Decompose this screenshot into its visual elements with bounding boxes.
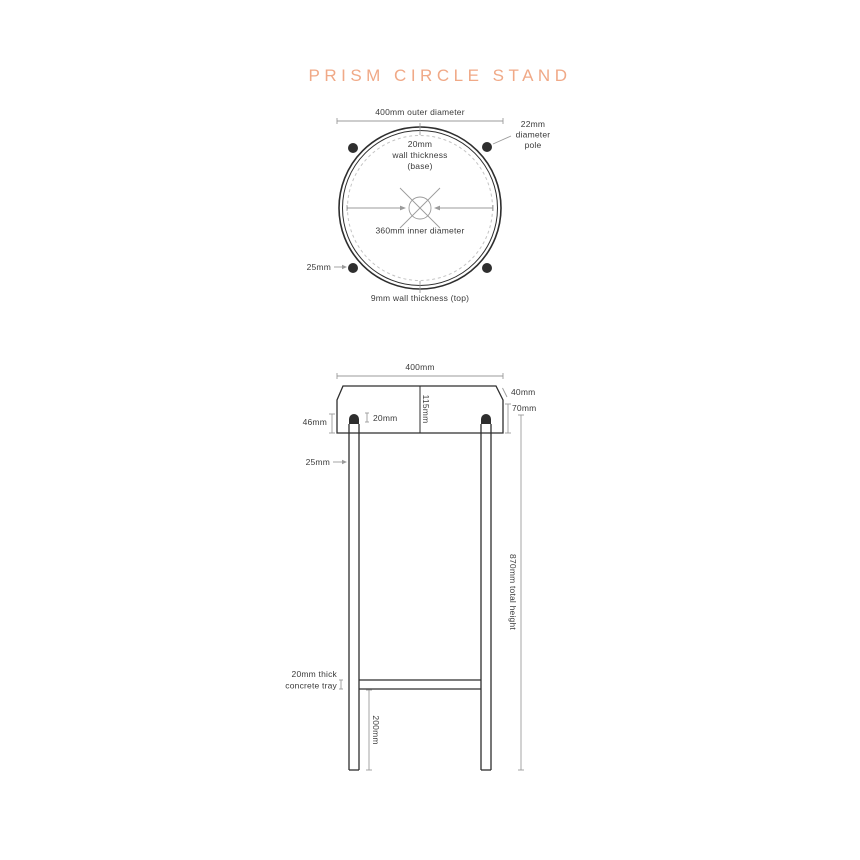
pole-callout-line2: diameter [515, 129, 551, 140]
tray-label-line2: concrete tray [285, 680, 337, 691]
pole-dome-left [349, 414, 359, 424]
wall-thickness-base-note [391, 139, 447, 171]
pole-width-label: 25mm [305, 457, 330, 467]
tray-height-dimension [366, 690, 381, 770]
top-width-label: 400mm [405, 362, 435, 372]
centre-depth-label: 115mm [421, 394, 431, 424]
table-top-profile [337, 386, 503, 433]
leader-line [493, 136, 511, 144]
pole-dome-right [481, 414, 491, 424]
top-view [307, 107, 551, 303]
pole-inset-callout [307, 262, 347, 272]
edge-height-label: 70mm [512, 403, 537, 413]
chamfer-dimension [503, 387, 536, 397]
arrowhead-right [400, 206, 406, 211]
wall-thickness-top-label: 9mm wall thickness (top) [370, 293, 470, 303]
pole-cap-dimension [365, 413, 397, 423]
top-width-dimension [337, 362, 503, 379]
pole-dot-bottom-right [482, 263, 492, 273]
inner-diameter-label: 360mm inner diameter [375, 225, 465, 236]
pole-inset-label: 25mm [306, 262, 331, 272]
pole-callout-line1: 22mm [520, 119, 546, 129]
wall-base-line1: 20mm [407, 139, 433, 149]
pole-dot-top-left [348, 143, 358, 153]
outer-diameter-dimension [337, 107, 503, 124]
pole-dot-bottom-left [348, 263, 358, 273]
pole-insert-dimension [303, 414, 335, 433]
legs [349, 414, 491, 770]
wall-base-line2: wall thickness [392, 150, 448, 160]
total-height-dimension [508, 415, 524, 770]
pole-width-callout [306, 457, 347, 467]
outer-diameter-label: 400mm outer diameter [375, 107, 465, 117]
pole-cap-label: 20mm [373, 413, 398, 423]
wall-base-line3: (base) [407, 161, 433, 171]
pole-diameter-callout [493, 119, 550, 150]
side-view [285, 362, 536, 770]
pole-insert-label: 46mm [302, 417, 327, 427]
chamfer-tick [503, 388, 508, 397]
pole-dot-top-right [482, 142, 492, 152]
concrete-tray [359, 680, 481, 689]
page-title: PRISM CIRCLE STAND [308, 66, 572, 85]
total-height-label: 870mm total height [508, 554, 518, 630]
tray-height-label: 200mm [371, 715, 381, 745]
tray-thickness-callout [285, 669, 343, 691]
inner-diameter-dimension [347, 188, 493, 236]
chamfer-label: 40mm [511, 387, 536, 397]
arrowhead-right [342, 460, 347, 464]
tray-label-line1: 20mm thick [291, 669, 337, 679]
arrowhead-right [342, 265, 347, 269]
pole-callout-line3: pole [524, 140, 542, 150]
arrowhead-left [434, 206, 440, 211]
